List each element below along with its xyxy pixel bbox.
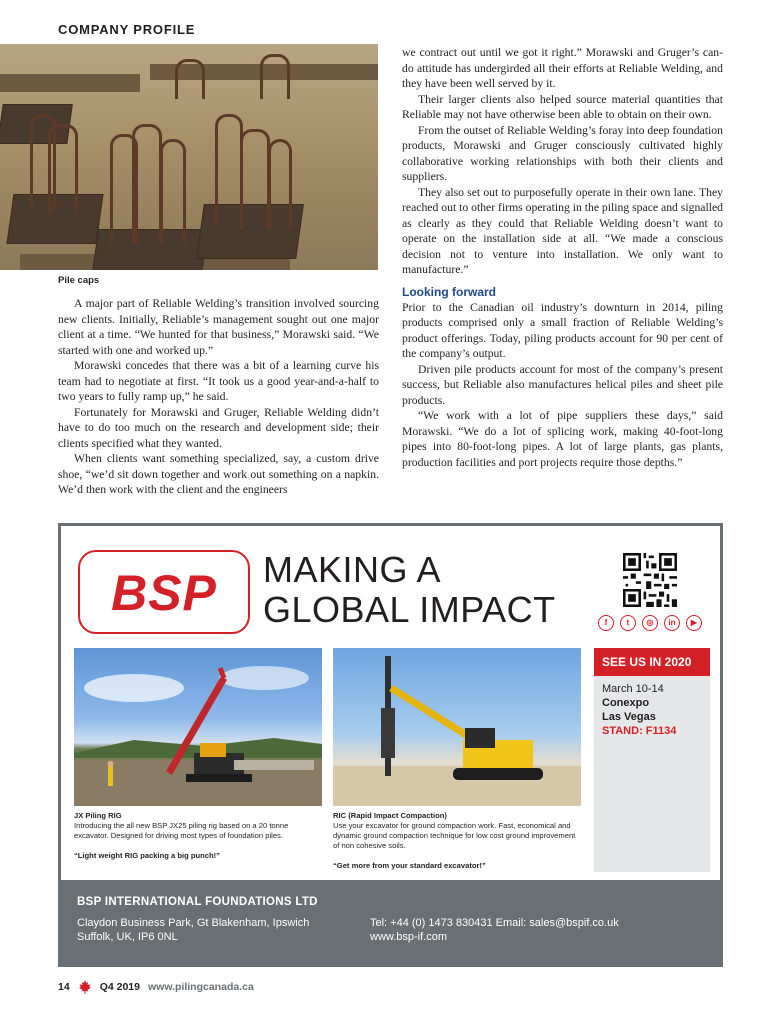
company-contact xyxy=(370,916,619,944)
paragraph: A major part of Reliable Welding’s transition involved sourcing new clients. Initially, Reliable’s management sought out one major client at a time. “We hunted for that business,” Morawski said. “We started with one and worked up.” xyxy=(58,297,379,357)
paragraph: When clients want something specialized, say, a custom drive shoe, “we’d sit down together and work out something on a napkin. We’d then work with the client and the engineers xyxy=(58,452,379,496)
article-column-left xyxy=(58,296,379,498)
bsp-logo xyxy=(78,550,250,634)
company-address xyxy=(77,916,309,944)
pile-caps-photo xyxy=(0,44,378,270)
paragraph: we contract out until we got it right.” Morawski and Gruger’s can-do attitude has undergirded all their efforts at Reliable Welding, and they have been well served by it. xyxy=(402,46,723,90)
jx-piling-rig-photo xyxy=(74,648,322,806)
product-quote: “Get more from your standard excavator!” xyxy=(333,861,486,870)
product-description: Use your excavator for ground compaction work. Fast, economical and dynamic ground compaction technique for low cost ground improvement of non cohesive soils. xyxy=(333,821,576,850)
facebook-icon[interactable]: f xyxy=(598,615,614,631)
maple-leaf-icon xyxy=(78,980,92,994)
ad-headline-line2: GLOBAL IMPACT xyxy=(263,589,556,630)
article-column-right xyxy=(402,45,723,470)
qr-code-icon[interactable] xyxy=(623,553,677,607)
jx-piling-rig-caption xyxy=(74,811,324,861)
paragraph: They also set out to purposefully operate in their own lane. They reached out to other firms operating in the piling space and signalled as clearly as they could that Reliable Welding doesn’t want to operate on the installation side at all. “We made a conscious decision not to venture into installation. We only want to manufacture.” xyxy=(402,185,723,276)
paragraph: Driven pile products account for most of the company’s present success, but Reliable also manufactures helical piles and sheet pile products. xyxy=(402,362,723,407)
event-name: Conexpo xyxy=(602,697,650,709)
section-tag: COMPANY PROFILE xyxy=(58,22,196,37)
product-description: Introducing the all new BSP JX25 piling rig based on a 20 tonne excavator. Designed for driving most types of foundation piles. xyxy=(74,821,289,840)
ric-caption xyxy=(333,811,583,871)
paragraph: Prior to the Canadian oil industry’s downturn in 2014, piling products comprised only a small fraction of Reliable Welding’s product offerings. Today, piling products account for 90 per cent of the company’s output. xyxy=(402,300,723,360)
linkedin-icon[interactable]: in xyxy=(664,615,680,631)
section-subheading: Looking forward xyxy=(402,284,496,299)
website-link[interactable]: www.pilingcanada.ca xyxy=(147,981,254,993)
product-title: JX Piling RIG xyxy=(74,811,122,820)
paragraph: Fortunately for Morawski and Gruger, Reliable Welding didn’t have to do too much on the research and development side; their clients specified what they wanted. xyxy=(58,405,379,450)
issue-label: Q4 2019 xyxy=(99,981,140,993)
page-footer xyxy=(58,980,254,994)
address-line: Suffolk, UK, IP6 0NL xyxy=(77,931,178,943)
product-quote: “Light weight RIG packing a big punch!” xyxy=(74,851,220,860)
bsp-advertisement xyxy=(58,523,723,967)
twitter-icon[interactable]: t xyxy=(620,615,636,631)
event-dates: March 10-14 xyxy=(602,683,664,695)
paragraph: “We work with a lot of pipe suppliers these days,” said Morawski. “We do a lot of splicing work, making 40-foot-long pipes into 80-foot-long pipes. A lot of large plants, gas plants, production facilities and port projects require those depths.” xyxy=(402,409,723,469)
contact-line[interactable]: Tel: +44 (0) 1473 830431 Email: sales@bspif.co.uk xyxy=(370,917,619,929)
company-name: BSP INTERNATIONAL FOUNDATIONS LTD xyxy=(77,896,318,908)
paragraph: Their larger clients also helped source material quantities that Reliable may not have otherwise been able to obtain on their own. xyxy=(402,92,723,121)
event-box xyxy=(594,648,710,872)
product-title: RIC (Rapid Impact Compaction) xyxy=(333,811,447,820)
instagram-icon[interactable]: ◎ xyxy=(642,615,658,631)
paragraph: Morawski concedes that there was a bit of a learning curve his team had to negotiate at first. “It took us a good year-and-a-half to two years to fully ramp up,” he said. xyxy=(58,359,379,403)
page-number: 14 xyxy=(58,981,70,993)
ad-contact-bar xyxy=(61,880,720,964)
youtube-icon[interactable]: ▶ xyxy=(686,615,702,631)
paragraph: From the outset of Reliable Welding’s foray into deep foundation products, Morawski and Gruger consciously cultivated highly collaborative working relationships with both their clients and suppliers. xyxy=(402,123,723,183)
ad-headline xyxy=(263,550,556,630)
ad-headline-line1: MAKING A xyxy=(263,549,442,590)
ric-compaction-photo xyxy=(333,648,581,806)
see-us-banner: SEE US IN 2020 xyxy=(594,648,710,676)
event-stand: STAND: F1134 xyxy=(602,725,677,737)
website-link[interactable]: www.bsp-if.com xyxy=(370,931,448,943)
photo-caption: Pile caps xyxy=(58,275,100,286)
event-city: Las Vegas xyxy=(602,711,656,723)
address-line: Claydon Business Park, Gt Blakenham, Ipswich xyxy=(77,917,310,929)
bsp-logo-text: BSP xyxy=(111,565,217,621)
